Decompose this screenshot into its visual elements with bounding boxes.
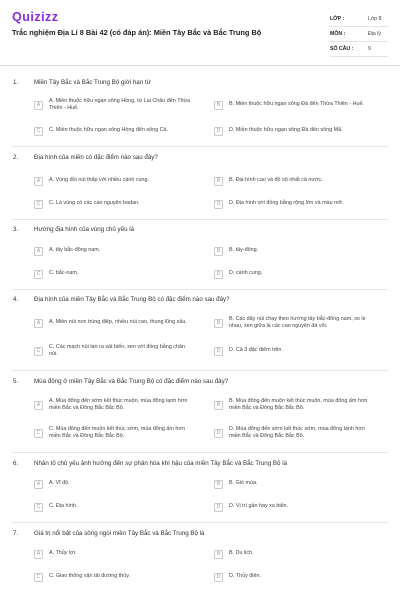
option-letter: D <box>214 270 223 279</box>
option-letter: D <box>214 347 223 356</box>
option-d[interactable] <box>214 264 374 284</box>
worksheet-header <box>0 0 400 66</box>
option-text: D. cánh cung. <box>229 270 263 277</box>
option-text: D. Địa hình với đồng bằng rộng lớn và màu mỡ. <box>229 200 344 207</box>
option-c[interactable] <box>34 121 194 141</box>
option-d[interactable] <box>214 567 374 587</box>
option-letter: C <box>34 127 43 136</box>
option-b[interactable] <box>214 474 374 494</box>
meta-count <box>330 42 388 57</box>
question-number: 2. <box>13 154 19 161</box>
question-text: Nhân tố chủ yếu ảnh hưởng đến sự phân hóa khí hậu của miền Tây Bắc và Bắc Trung Bộ là <box>34 460 288 467</box>
option-c[interactable] <box>34 497 194 517</box>
option-text: C. Giao thông vận tải đường thủy. <box>49 573 131 580</box>
option-letter: C <box>34 429 43 438</box>
option-a[interactable] <box>34 95 194 115</box>
option-b[interactable] <box>214 544 374 564</box>
meta-subject <box>330 27 388 42</box>
option-letter: A <box>34 247 43 256</box>
option-c[interactable] <box>34 264 194 284</box>
question-text: Địa hình của miền có đặc điểm nào sau đây? <box>34 154 158 161</box>
option-text: D. Thủy điện. <box>229 573 261 580</box>
meta-count-value: 9 <box>368 46 371 52</box>
question-divider <box>12 289 388 290</box>
option-a[interactable] <box>34 241 194 261</box>
question-number: 3. <box>13 226 19 233</box>
option-text: C. Mùa đông đến muộn kết thúc sớm, mùa đông ấm hơn miền Bắc và Đông Bắc Bắc Bộ. <box>49 425 185 439</box>
question-number: 7. <box>13 530 19 537</box>
option-letter: B <box>214 177 223 186</box>
question-divider <box>12 370 388 371</box>
option-text: A. Vùng đồi núi thấp với nhiều cánh cung. <box>49 177 150 184</box>
quizizz-logo: Quizizz <box>12 10 59 24</box>
question-text: Giá trị nổi bật của sông ngòi miền Tây Bắc và Bắc Trung Bộ là <box>34 530 205 537</box>
option-letter: C <box>34 347 43 356</box>
option-letter: A <box>34 401 43 410</box>
option-letter: D <box>214 200 223 209</box>
question-number: 6. <box>13 460 19 467</box>
option-c[interactable] <box>34 194 194 214</box>
option-d[interactable] <box>214 423 374 443</box>
option-letter: A <box>34 550 43 559</box>
option-letter: D <box>214 127 223 136</box>
option-text: B. Gió mùa. <box>229 480 258 487</box>
option-d[interactable] <box>214 121 374 141</box>
option-letter: D <box>214 573 223 582</box>
option-text: A. Thủy lợi. <box>49 550 77 557</box>
option-text: D. Vị trí gần hay xa biển. <box>229 503 289 510</box>
question-text: Mùa đông ở miền Tây Bắc và Bắc Trung Bộ có đặc điểm nào sau đây? <box>34 378 229 385</box>
question-divider <box>12 522 388 523</box>
option-b[interactable] <box>214 313 374 333</box>
option-b[interactable] <box>214 395 374 415</box>
option-text: B. Mùa đông đến muộn kết thúc muộn, mùa đông ấm hơn miền Bắc và Đông Bắc Bắc Bộ. <box>229 397 368 411</box>
option-letter: B <box>214 319 223 328</box>
option-c[interactable] <box>34 341 194 361</box>
option-letter: D <box>214 503 223 512</box>
option-a[interactable] <box>34 474 194 494</box>
option-b[interactable] <box>214 95 374 115</box>
option-letter: A <box>34 480 43 489</box>
option-text: B. Miền thuộc hữu ngạn sông Đà đến Thừa Thiên - Huế. <box>229 101 364 108</box>
option-text: C. Địa hình. <box>49 503 78 510</box>
option-text: B. tây-đông. <box>229 247 259 254</box>
option-text: C. Các mạch núi lan ra sát biển, xen với đồng bằng chân núi. <box>49 343 185 357</box>
option-text: D. Cả 3 đặc điểm trên. <box>229 347 283 354</box>
option-b[interactable] <box>214 241 374 261</box>
option-text: A. Mùa đông đến sớm kết thúc muộn, mùa đông lạnh hơn miền Bắc và Đông Bắc Bắc Bộ. <box>49 397 188 411</box>
option-b[interactable] <box>214 171 374 191</box>
option-letter: B <box>214 101 223 110</box>
option-a[interactable] <box>34 395 194 415</box>
question-number: 4. <box>13 296 19 303</box>
option-text: A. tây bắc-đông nam. <box>49 247 101 254</box>
question-divider <box>12 219 388 220</box>
option-letter: A <box>34 319 43 328</box>
option-d[interactable] <box>214 194 374 214</box>
option-letter: B <box>214 550 223 559</box>
option-text: C. bắc-nam. <box>49 270 79 277</box>
worksheet-meta <box>330 12 388 57</box>
meta-subject-label: MÔN : <box>330 31 346 37</box>
option-text: B. Địa hình cao và đồ sộ nhất cả nước. <box>229 177 323 184</box>
meta-subject-value: Địa lý <box>368 31 381 37</box>
option-letter: C <box>34 503 43 512</box>
question-text: Hướng địa hình của vùng chủ yếu là <box>34 226 135 233</box>
option-text: C. Miền thuộc hữu ngạn sông Hồng đến sông Cả. <box>49 127 168 134</box>
meta-class-value: Lớp 8 <box>368 16 382 22</box>
option-letter: B <box>214 247 223 256</box>
question-divider <box>12 146 388 147</box>
worksheet-title: Trắc nghiệm Địa Lí 8 Bài 42 (có đáp án): Miền Tây Bắc và Bắc Trung Bộ <box>12 28 262 37</box>
question-text: Miền Tây Bắc và Bắc Trung Bộ giới hạn từ <box>34 79 151 86</box>
meta-class-label: LỚP : <box>330 16 345 22</box>
option-letter: B <box>214 401 223 410</box>
option-c[interactable] <box>34 423 194 443</box>
option-letter: C <box>34 573 43 582</box>
meta-count-label: SỐ CÂU : <box>330 46 354 52</box>
option-text: A. Vĩ độ. <box>49 480 70 487</box>
option-text: A. Miền thuộc hữu ngạn sông Hồng, từ Lai Châu đến Thừa Thiên - Huế. <box>49 97 191 111</box>
question-number: 5. <box>13 378 19 385</box>
option-d[interactable] <box>214 341 374 361</box>
option-letter: C <box>34 200 43 209</box>
option-text: D. Mùa đông đến sớm kết thúc sớm, mùa đông lạnh hơn miền Bắc và Đông Bắc Bắc Bộ. <box>229 425 365 439</box>
option-letter: D <box>214 429 223 438</box>
option-c[interactable] <box>34 567 194 587</box>
meta-class <box>330 12 388 27</box>
option-text: A. Miền núi non trùng điệp, nhiều núi cao, thung lũng sâu. <box>49 319 187 326</box>
question-text: Địa hình của miền Tây Bắc và Bắc Trung Bộ có đặc điểm nào sau đây? <box>34 296 230 303</box>
option-text: D. Miền thuộc hữu ngạn sông Đà đến sông Mã. <box>229 127 343 134</box>
option-d[interactable] <box>214 497 374 517</box>
option-letter: A <box>34 177 43 186</box>
option-text: C. Là vùng có các cao nguyên badan. <box>49 200 140 207</box>
option-a[interactable] <box>34 313 194 333</box>
option-letter: A <box>34 101 43 110</box>
question-divider <box>12 452 388 453</box>
option-letter: C <box>34 270 43 279</box>
question-number: 1. <box>13 79 19 86</box>
option-letter: B <box>214 480 223 489</box>
option-a[interactable] <box>34 544 194 564</box>
option-a[interactable] <box>34 171 194 191</box>
option-text: B. Các dãy núi chạy theo hướng tây bắc-đông nam, so le nhau, xen giữa là các cao nguyên đá vôi. <box>229 315 366 329</box>
option-text: B. Du lịch. <box>229 550 254 557</box>
